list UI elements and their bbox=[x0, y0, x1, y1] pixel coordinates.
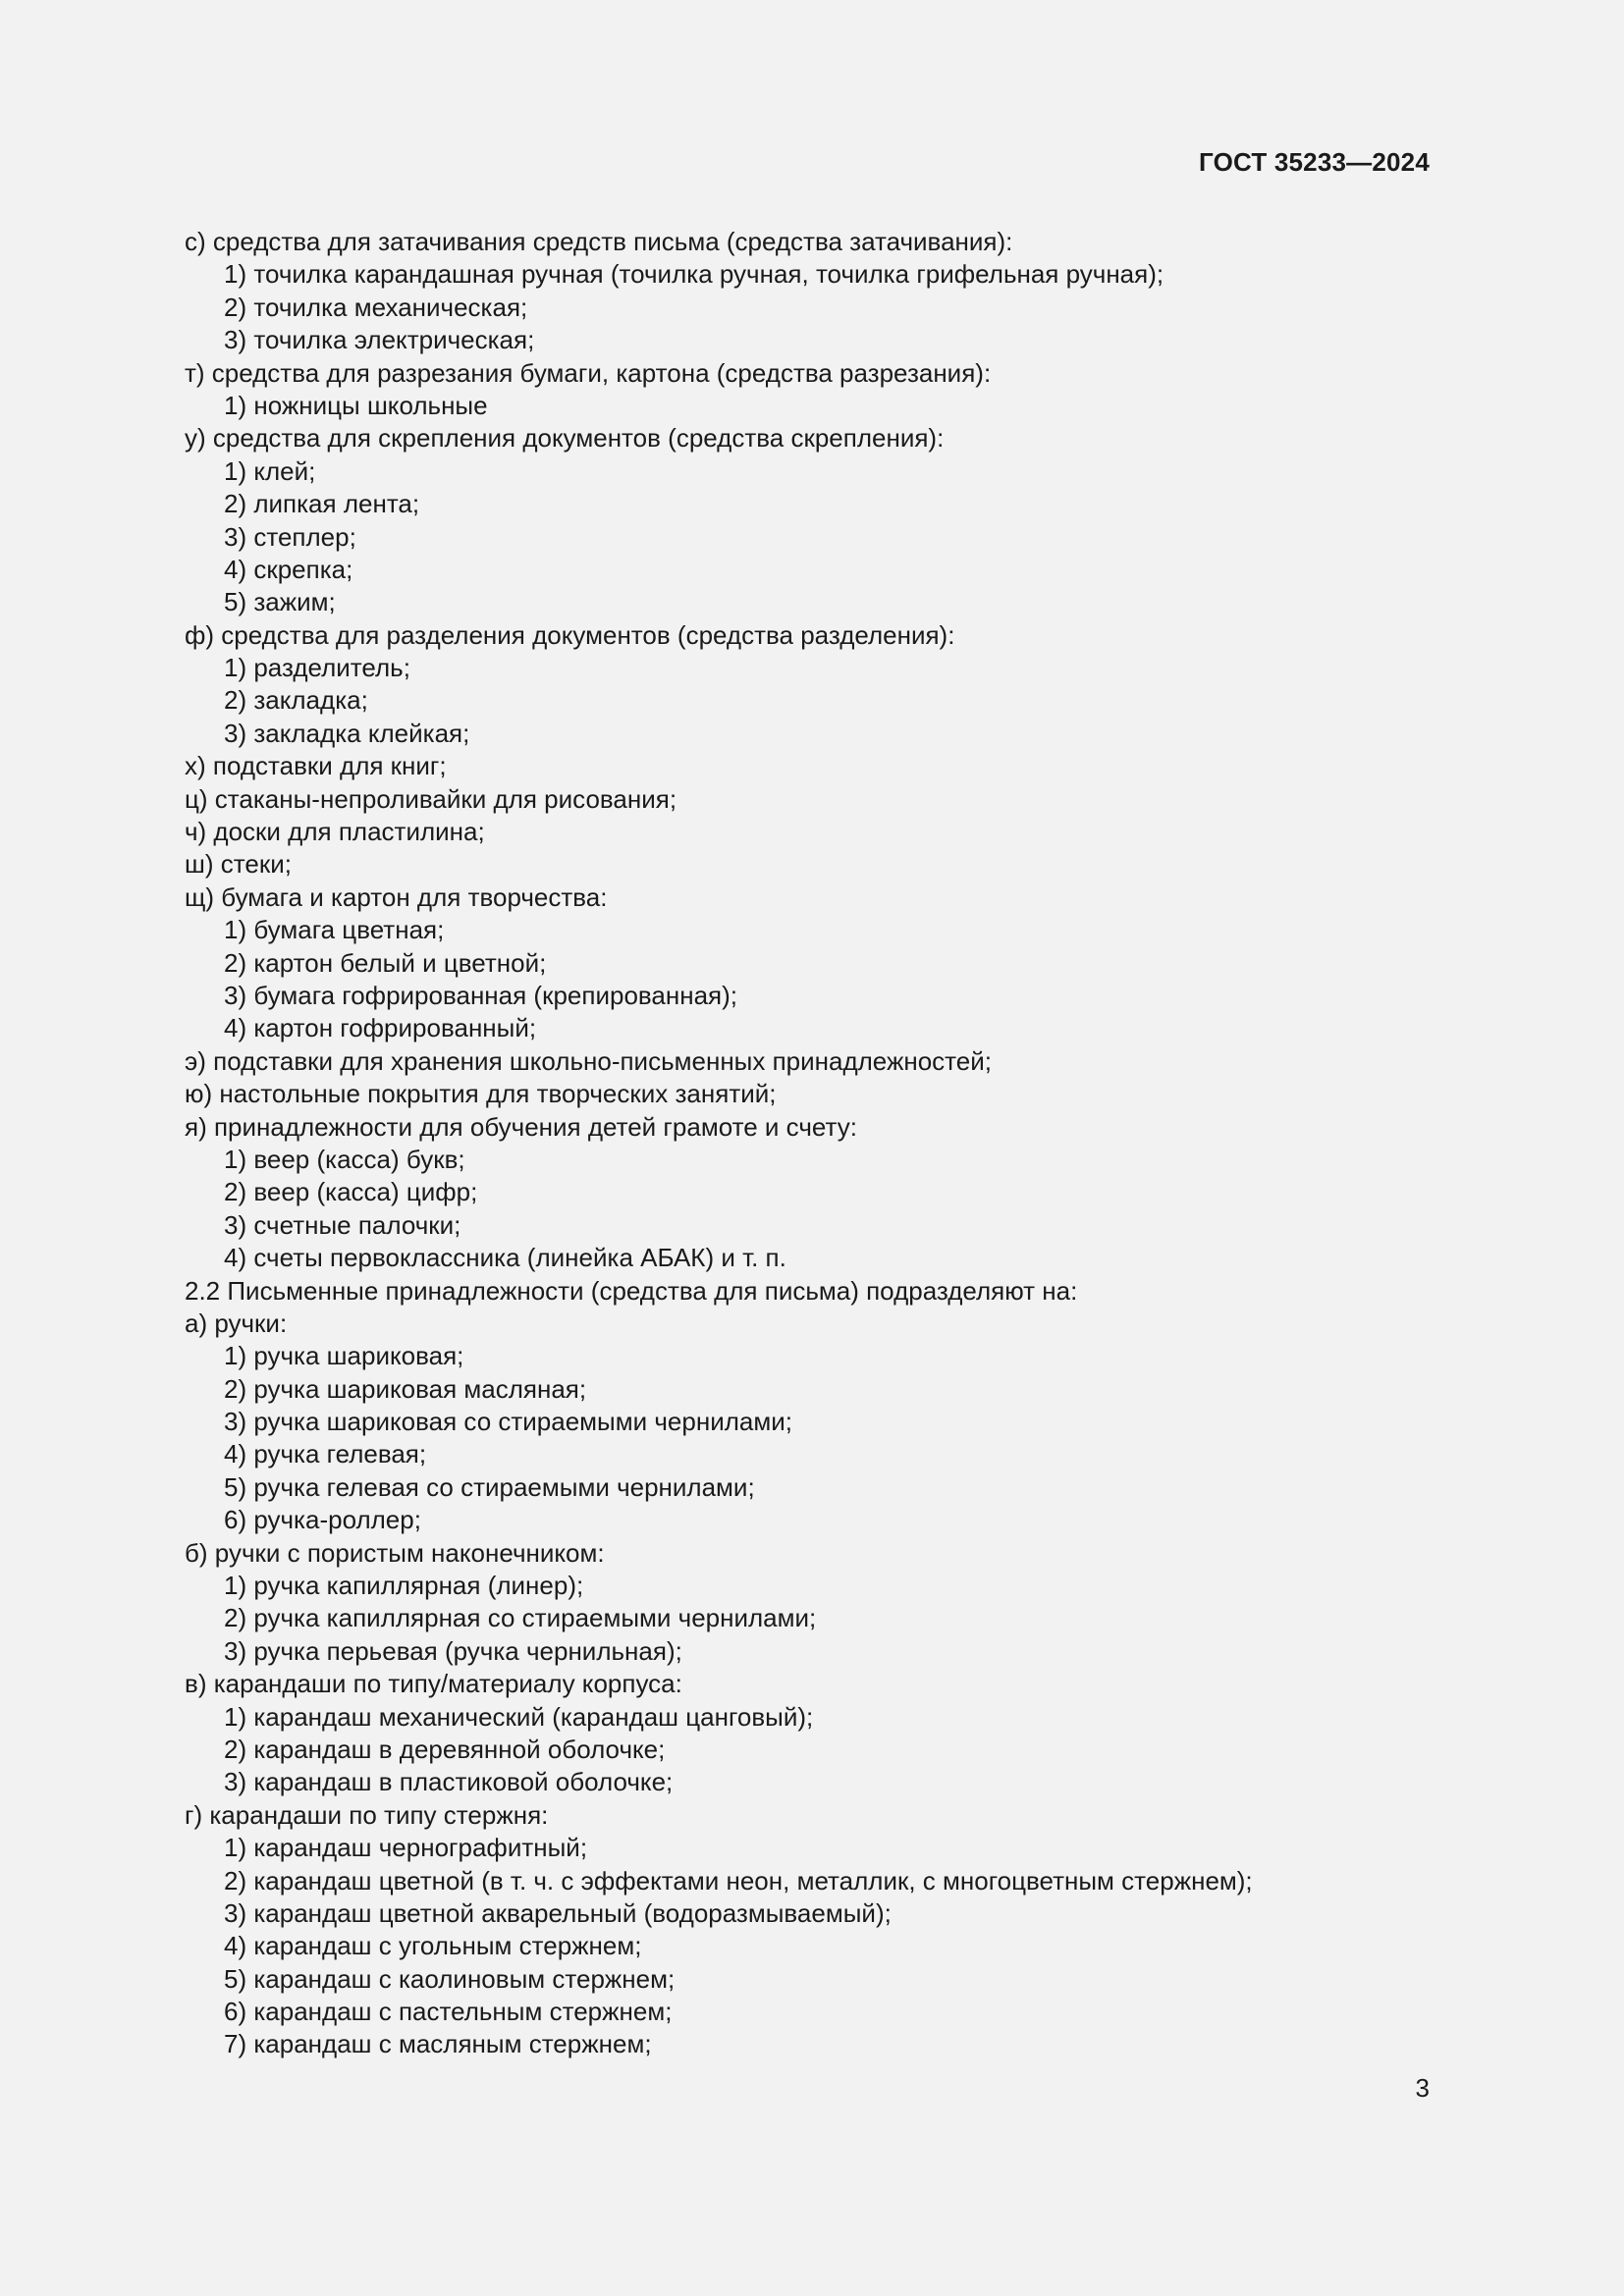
list-subitem: 1) карандаш чернографитный; bbox=[224, 1833, 588, 1863]
list-subitem: 3) бумага гофрированная (крепированная); bbox=[224, 980, 738, 1010]
list-item: а) ручки: bbox=[185, 1308, 288, 1338]
list-subitem: 3) карандаш цветной акварельный (водоразмываемый); bbox=[224, 1897, 892, 1928]
list-subitem: 2) липкая лента; bbox=[224, 489, 420, 519]
list-subitem: 4) счеты первоклассника (линейка АБАК) и т. п. bbox=[224, 1243, 786, 1273]
list-subitem: 2) карандаш в деревянной оболочке; bbox=[224, 1734, 666, 1764]
list-subitem: 1) точилка карандашная ручная (точилка ручная, точилка грифельная ручная); bbox=[224, 259, 1164, 290]
list-subitem: 3) ручка шариковая со стираемыми чернилами; bbox=[224, 1407, 792, 1437]
list-item: т) средства для разрезания бумаги, картона (средства разрезания): bbox=[185, 357, 992, 388]
list-item: б) ручки с пористым наконечником: bbox=[185, 1537, 605, 1568]
list-subitem: 3) карандаш в пластиковой оболочке; bbox=[224, 1767, 674, 1797]
list-subitem: 1) разделитель; bbox=[224, 653, 410, 683]
list-subitem: 4) картон гофрированный; bbox=[224, 1013, 537, 1043]
page-number: 3 bbox=[1415, 2073, 1430, 2103]
document-number: ГОСТ 35233—2024 bbox=[1199, 147, 1430, 177]
list-item: ф) средства для разделения документов (средства разделения): bbox=[185, 619, 955, 650]
list-subitem: 1) клей; bbox=[224, 455, 316, 486]
list-subitem: 1) ручка шариковая; bbox=[224, 1341, 464, 1371]
list-item: э) подставки для хранения школьно-письменных принадлежностей; bbox=[185, 1045, 993, 1076]
document-body bbox=[185, 226, 1461, 2061]
list-item: я) принадлежности для обучения детей грамоте и счету: bbox=[185, 1111, 857, 1142]
list-subitem: 2) закладка; bbox=[224, 685, 368, 716]
list-subitem: 1) карандаш механический (карандаш цанговый); bbox=[224, 1701, 814, 1732]
list-subitem: 3) степлер; bbox=[224, 521, 356, 552]
list-subitem: 1) ручка капиллярная (линер); bbox=[224, 1571, 584, 1601]
list-item: ю) настольные покрытия для творческих занятий; bbox=[185, 1079, 777, 1109]
list-item: г) карандаши по типу стержня: bbox=[185, 1799, 549, 1830]
list-subitem: 2) карандаш цветной (в т. ч. с эффектами неон, металлик, с многоцветным стержнем); bbox=[224, 1865, 1253, 1896]
list-subitem: 1) веер (касса) букв; bbox=[224, 1144, 465, 1174]
list-item: ц) стаканы-непроливайки для рисования; bbox=[185, 783, 677, 814]
list-subitem: 4) карандаш с угольным стержнем; bbox=[224, 1931, 642, 1961]
list-subitem: 3) ручка перьевая (ручка чернильная); bbox=[224, 1635, 682, 1666]
list-subitem: 6) ручка-роллер; bbox=[224, 1505, 421, 1535]
list-subitem: 3) точилка электрическая; bbox=[224, 325, 535, 355]
list-subitem: 2) ручка шариковая масляная; bbox=[224, 1373, 587, 1404]
list-subitem: 3) счетные палочки; bbox=[224, 1209, 461, 1240]
list-item: ч) доски для пластилина; bbox=[185, 817, 485, 847]
list-item: в) карандаши по типу/материалу корпуса: bbox=[185, 1669, 682, 1699]
list-item: у) средства для скрепления документов (средства скрепления): bbox=[185, 423, 945, 454]
list-subitem: 4) скрепка; bbox=[224, 554, 353, 584]
list-subitem: 5) карандаш с каолиновым стержнем; bbox=[224, 1963, 676, 1994]
list-subitem: 5) зажим; bbox=[224, 587, 336, 617]
list-subitem: 2) картон белый и цветной; bbox=[224, 947, 547, 978]
list-subitem: 4) ручка гелевая; bbox=[224, 1439, 427, 1469]
list-subitem: 5) ручка гелевая со стираемыми чернилами; bbox=[224, 1471, 755, 1502]
list-subitem: 3) закладка клейкая; bbox=[224, 718, 470, 748]
list-subitem: 2) веер (касса) цифр; bbox=[224, 1177, 478, 1207]
list-item: ш) стеки; bbox=[185, 849, 292, 880]
list-subitem: 1) ножницы школьные bbox=[224, 390, 488, 420]
list-subitem: 7) карандаш с масляным стержнем; bbox=[224, 2029, 652, 2059]
list-item: щ) бумага и картон для творчества: bbox=[185, 881, 608, 912]
list-item: с) средства для затачивания средств письма (средства затачивания): bbox=[185, 227, 1013, 256]
list-subitem: 2) ручка капиллярная со стираемыми чернилами; bbox=[224, 1603, 817, 1633]
list-subitem: 1) бумага цветная; bbox=[224, 915, 445, 945]
list-subitem: 6) карандаш с пастельным стержнем; bbox=[224, 1997, 673, 2027]
list-item: 2.2 Письменные принадлежности (средства для письма) подразделяют на: bbox=[185, 1275, 1078, 1306]
list-item: х) подставки для книг; bbox=[185, 751, 447, 781]
list-subitem: 2) точилка механическая; bbox=[224, 292, 528, 322]
